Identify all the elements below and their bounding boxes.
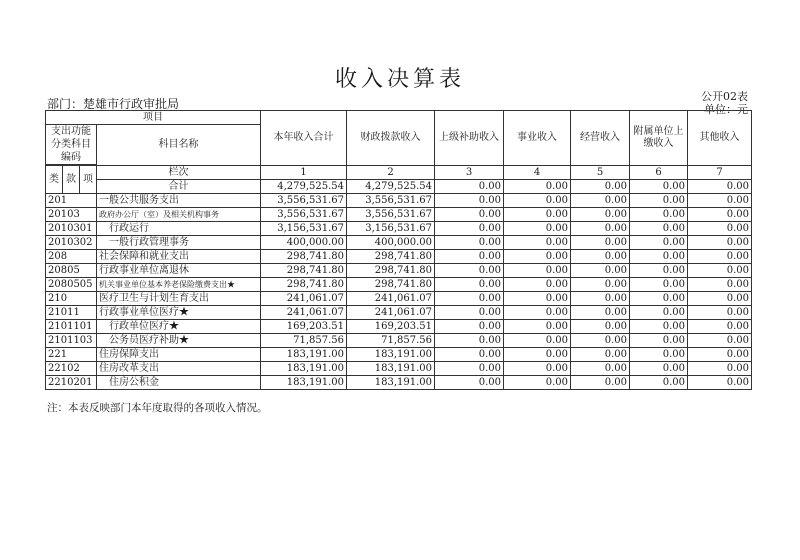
row-value: 0.00: [688, 334, 752, 348]
row-value: 0.00: [571, 334, 630, 348]
header-item: 项: [80, 166, 97, 194]
table-row: [46, 250, 752, 264]
header-affiliated: 附属单位上缴收入: [630, 111, 688, 166]
header-class: 类: [46, 166, 63, 194]
row-value: 0.00: [504, 250, 571, 264]
row-value: 0.00: [504, 320, 571, 334]
row-code: 2080505: [46, 278, 97, 292]
row-value: 0.00: [504, 208, 571, 222]
table-header: [46, 111, 752, 194]
row-value: 183,191.00: [261, 348, 347, 362]
table-row: [46, 292, 752, 306]
row-value: 298,741.80: [261, 264, 347, 278]
row-value: 3,556,531.67: [261, 208, 347, 222]
row-value: 0.00: [630, 194, 688, 208]
row-value: 0.00: [630, 376, 688, 390]
row-code: 208: [46, 250, 97, 264]
row-value: 298,741.80: [261, 278, 347, 292]
row-value: 0.00: [688, 278, 752, 292]
row-value: 0.00: [630, 320, 688, 334]
row-value: 0.00: [435, 222, 504, 236]
header-col-no: 栏次: [97, 166, 261, 180]
row-value: 0.00: [571, 194, 630, 208]
row-value: 0.00: [688, 320, 752, 334]
row-subject-name: 住房公积金: [97, 376, 261, 390]
row-value: 0.00: [504, 362, 571, 376]
row-value: 0.00: [435, 292, 504, 306]
row-subject-name: 住房改革支出: [97, 362, 261, 376]
row-value: 0.00: [688, 250, 752, 264]
row-value: 0.00: [435, 362, 504, 376]
row-value: 0.00: [688, 222, 752, 236]
row-value: 0.00: [504, 292, 571, 306]
table-row: [46, 306, 752, 320]
row-value: 0.00: [504, 306, 571, 320]
row-value: 169,203.51: [261, 320, 347, 334]
row-value: 0.00: [630, 306, 688, 320]
table-row: [46, 348, 752, 362]
row-value: 0.00: [504, 376, 571, 390]
header-total-income: 本年收入合计: [261, 111, 347, 166]
row-value: 0.00: [688, 348, 752, 362]
table-body: [46, 194, 752, 390]
row-value: 0.00: [435, 306, 504, 320]
unit-label: 单位：元: [704, 103, 748, 116]
row-subject-name: 机关事业单位基本养老保险缴费支出★: [97, 278, 261, 292]
row-value: 400,000.00: [261, 236, 347, 250]
table-row: [46, 320, 752, 334]
header-business: 事业收入: [504, 111, 571, 166]
row-value: 298,741.80: [347, 250, 435, 264]
row-value: 0.00: [630, 348, 688, 362]
header-other: 其他收入: [688, 111, 752, 166]
row-value: 0.00: [630, 334, 688, 348]
total-value: 4,279,525.54: [261, 180, 347, 194]
row-code: 2101101: [46, 320, 97, 334]
row-value: 0.00: [630, 236, 688, 250]
header-superior: 上级补助收入: [435, 111, 504, 166]
row-value: 0.00: [630, 208, 688, 222]
row-value: 3,556,531.67: [347, 208, 435, 222]
row-value: 3,556,531.67: [347, 194, 435, 208]
row-value: 0.00: [571, 236, 630, 250]
table-row: [46, 376, 752, 390]
row-value: 0.00: [571, 306, 630, 320]
col-number: 1: [261, 166, 347, 180]
header-section: 款: [63, 166, 80, 194]
row-value: 169,203.51: [347, 320, 435, 334]
row-value: 0.00: [688, 208, 752, 222]
row-value: 3,556,531.67: [261, 194, 347, 208]
table-row: [46, 264, 752, 278]
row-subject-name: 行政事业单位离退休: [97, 264, 261, 278]
row-value: 0.00: [435, 264, 504, 278]
total-value: 0.00: [630, 180, 688, 194]
row-subject-name: 社会保障和就业支出: [97, 250, 261, 264]
table-row: [46, 194, 752, 208]
table-row: [46, 208, 752, 222]
row-code: 20103: [46, 208, 97, 222]
row-value: 0.00: [571, 292, 630, 306]
row-value: 0.00: [571, 222, 630, 236]
row-value: 298,741.80: [261, 250, 347, 264]
row-value: 0.00: [435, 236, 504, 250]
table-row: [46, 362, 752, 376]
row-value: 71,857.56: [347, 334, 435, 348]
row-value: 71,857.56: [261, 334, 347, 348]
table-row: [46, 236, 752, 250]
row-value: 0.00: [435, 348, 504, 362]
row-code: 22102: [46, 362, 97, 376]
footnote: 注：本表反映部门本年度取得的各项收入情况。: [47, 402, 268, 414]
row-subject-name: 行政单位医疗★: [97, 320, 261, 334]
row-value: 3,156,531.67: [261, 222, 347, 236]
row-value: 0.00: [688, 306, 752, 320]
income-table: [45, 110, 752, 390]
row-subject-name: 公务员医疗补助★: [97, 334, 261, 348]
row-value: 0.00: [571, 348, 630, 362]
row-value: 0.00: [630, 222, 688, 236]
row-value: 0.00: [688, 376, 752, 390]
row-value: 183,191.00: [347, 362, 435, 376]
row-value: 241,061.07: [347, 306, 435, 320]
row-value: 0.00: [571, 376, 630, 390]
row-value: 0.00: [435, 208, 504, 222]
col-number: 3: [435, 166, 504, 180]
total-value: 4,279,525.54: [347, 180, 435, 194]
row-value: 0.00: [630, 278, 688, 292]
header-fiscal: 财政拨款收入: [347, 111, 435, 166]
row-subject-name: 行政运行: [97, 222, 261, 236]
row-value: 0.00: [688, 194, 752, 208]
row-code: 2010302: [46, 236, 97, 250]
row-code: 2210201: [46, 376, 97, 390]
row-value: 0.00: [435, 376, 504, 390]
row-subject-name: 行政事业单位医疗★: [97, 306, 261, 320]
col-number: 5: [571, 166, 630, 180]
row-value: 0.00: [504, 348, 571, 362]
row-value: 0.00: [630, 292, 688, 306]
page-title: 收入决算表: [334, 67, 465, 92]
row-value: 0.00: [630, 362, 688, 376]
row-value: 0.00: [688, 292, 752, 306]
row-code: 221: [46, 348, 97, 362]
row-subject-name: 政府办公厅（室）及相关机构事务: [97, 208, 261, 222]
row-value: 0.00: [630, 250, 688, 264]
header-project: 项目: [46, 111, 261, 125]
row-value: 241,061.07: [261, 292, 347, 306]
total-value: 0.00: [688, 180, 752, 194]
row-value: 0.00: [688, 362, 752, 376]
row-value: 298,741.80: [347, 278, 435, 292]
department-label: 部门：楚雄市行政审批局: [47, 97, 180, 111]
col-number: 7: [688, 166, 752, 180]
row-value: 0.00: [504, 194, 571, 208]
row-value: 0.00: [688, 236, 752, 250]
row-value: 0.00: [504, 334, 571, 348]
total-value: 0.00: [571, 180, 630, 194]
row-value: 183,191.00: [347, 376, 435, 390]
total-label: 合计: [97, 180, 261, 194]
col-number: 6: [630, 166, 688, 180]
table-row: [46, 222, 752, 236]
row-subject-name: 医疗卫生与计划生育支出: [97, 292, 261, 306]
row-value: 400,000.00: [347, 236, 435, 250]
row-code: 2101103: [46, 334, 97, 348]
header-operation: 经营收入: [571, 111, 630, 166]
row-value: 3,156,531.67: [347, 222, 435, 236]
row-value: 0.00: [435, 194, 504, 208]
row-value: 0.00: [571, 264, 630, 278]
row-value: 0.00: [571, 320, 630, 334]
row-value: 0.00: [504, 278, 571, 292]
row-value: 0.00: [504, 264, 571, 278]
row-value: 0.00: [571, 250, 630, 264]
row-value: 241,061.07: [347, 292, 435, 306]
total-value: 0.00: [435, 180, 504, 194]
row-value: 0.00: [571, 208, 630, 222]
header-func-code: 支出功能分类科目编码: [46, 125, 97, 165]
row-value: 0.00: [504, 222, 571, 236]
row-value: 0.00: [435, 320, 504, 334]
row-value: 183,191.00: [261, 376, 347, 390]
row-code: 20805: [46, 264, 97, 278]
row-value: 183,191.00: [347, 348, 435, 362]
row-value: 0.00: [571, 362, 630, 376]
row-value: 0.00: [435, 334, 504, 348]
row-value: 183,191.00: [261, 362, 347, 376]
col-number: 2: [347, 166, 435, 180]
col-number: 4: [504, 166, 571, 180]
row-code: 210: [46, 292, 97, 306]
row-value: 298,741.80: [347, 264, 435, 278]
form-code: 公开02表: [701, 90, 748, 103]
row-code: 201: [46, 194, 97, 208]
row-value: 0.00: [630, 264, 688, 278]
row-value: 0.00: [435, 278, 504, 292]
row-subject-name: 一般公共服务支出: [97, 194, 261, 208]
row-value: 0.00: [688, 264, 752, 278]
row-subject-name: 住房保障支出: [97, 348, 261, 362]
row-value: 0.00: [504, 236, 571, 250]
row-value: 241,061.07: [261, 306, 347, 320]
total-value: 0.00: [504, 180, 571, 194]
row-subject-name: 一般行政管理事务: [97, 236, 261, 250]
table-row: [46, 334, 752, 348]
header-subject-name: 科目名称: [97, 125, 261, 166]
row-code: 21011: [46, 306, 97, 320]
row-value: 0.00: [571, 278, 630, 292]
row-code: 2010301: [46, 222, 97, 236]
table-row: [46, 278, 752, 292]
row-value: 0.00: [435, 250, 504, 264]
